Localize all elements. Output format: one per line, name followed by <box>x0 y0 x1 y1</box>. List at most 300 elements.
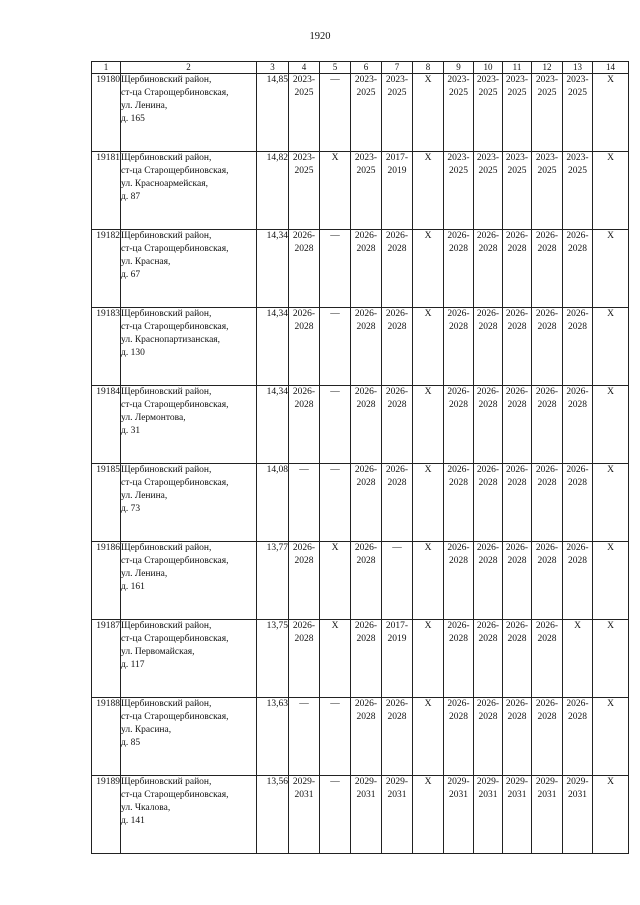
value-cell <box>289 776 320 854</box>
cell-text: 2028 <box>537 322 557 332</box>
column-header: 6 <box>351 62 382 74</box>
column-header: 14 <box>593 62 629 74</box>
cell-text: X <box>424 699 432 709</box>
cell-text: 2026- <box>476 231 500 241</box>
area-cell: 13,56 <box>257 776 289 854</box>
cell-text: 2028 <box>356 322 376 332</box>
value-cell <box>289 464 320 542</box>
cell-text: X <box>574 621 581 631</box>
value-cell <box>320 386 351 464</box>
cell-text: X <box>607 543 614 553</box>
value-cell <box>532 230 563 308</box>
cell-text: 2028 <box>294 322 314 332</box>
cell-text: 2026- <box>385 699 409 709</box>
cell-text: X <box>607 699 614 709</box>
address-line: д. 130 <box>121 348 145 358</box>
value-cell <box>593 464 629 542</box>
value-cell <box>503 698 532 776</box>
value-cell <box>351 230 382 308</box>
cell-text: 2028 <box>507 400 527 410</box>
value-cell <box>351 74 382 152</box>
cell-text: 2026- <box>476 465 500 475</box>
value-cell <box>503 230 532 308</box>
cell-text: 2028 <box>449 400 468 410</box>
value-cell <box>382 698 413 776</box>
cell-text: 2028 <box>356 556 376 566</box>
cell-text: 2026- <box>566 309 589 319</box>
column-header: 4 <box>289 62 320 74</box>
value-cell <box>593 230 629 308</box>
cell-text: 2023- <box>354 75 378 85</box>
cell-text: 2028 <box>294 400 314 410</box>
address-cell <box>121 386 257 464</box>
cell-text: 2026- <box>354 465 378 475</box>
table-row <box>92 464 629 542</box>
cell-text: 2028 <box>537 244 557 254</box>
value-cell <box>593 698 629 776</box>
value-cell <box>503 620 532 698</box>
cell-text: X <box>424 465 432 475</box>
cell-text: 2026- <box>476 621 500 631</box>
cell-text: 2026- <box>505 465 529 475</box>
cell-text: 2026- <box>354 543 378 553</box>
cell-text: 2031 <box>537 790 557 800</box>
value-cell <box>444 542 474 620</box>
column-header: 1 <box>92 62 121 74</box>
cell-text: 2028 <box>449 556 468 566</box>
cell-text: 2026- <box>447 621 470 631</box>
address-line: д. 85 <box>121 738 141 748</box>
row-number: 19180 <box>92 74 121 152</box>
address-cell <box>121 74 257 152</box>
address-cell <box>121 542 257 620</box>
cell-text: 2026- <box>292 543 316 553</box>
cell-text: — <box>330 465 340 475</box>
cell-text: 2026- <box>505 231 529 241</box>
cell-text: 2028 <box>568 244 587 254</box>
cell-text: 2028 <box>537 556 557 566</box>
area-cell: 13,63 <box>257 698 289 776</box>
cell-text: 2026- <box>505 309 529 319</box>
cell-text: 2026- <box>535 465 559 475</box>
value-cell <box>382 542 413 620</box>
value-cell <box>503 542 532 620</box>
cell-text: — <box>330 75 340 85</box>
address-line: Щербиновский район, <box>121 543 212 553</box>
cell-text: 2023- <box>566 153 589 163</box>
cell-text: 2026- <box>566 231 589 241</box>
value-cell <box>351 698 382 776</box>
cell-text: 2025 <box>537 166 557 176</box>
address-line: ул. Краснопартизанская, <box>121 335 221 345</box>
value-cell <box>382 386 413 464</box>
value-cell <box>289 308 320 386</box>
value-cell <box>289 620 320 698</box>
registry-body <box>92 74 629 854</box>
cell-text: 2025 <box>478 166 498 176</box>
value-cell <box>563 308 593 386</box>
cell-text: 2025 <box>568 88 587 98</box>
cell-text: 2026- <box>476 699 500 709</box>
value-cell <box>532 698 563 776</box>
cell-text: X <box>424 543 432 553</box>
cell-text: 2026- <box>447 699 470 709</box>
address-cell <box>121 152 257 230</box>
table-row <box>92 386 629 464</box>
address-cell <box>121 230 257 308</box>
cell-text: 2029- <box>566 777 589 787</box>
value-cell <box>382 230 413 308</box>
address-line: ст-ца Старощербиновская, <box>121 244 229 254</box>
column-header: 2 <box>121 62 257 74</box>
cell-text: 2023- <box>447 75 470 85</box>
value-cell <box>563 74 593 152</box>
cell-text: 2023- <box>505 75 529 85</box>
address-line: ст-ца Старощербиновская, <box>121 88 229 98</box>
value-cell <box>593 308 629 386</box>
cell-text: 2026- <box>385 387 409 397</box>
cell-text: — <box>330 309 340 319</box>
address-line: ст-ца Старощербиновская, <box>121 634 229 644</box>
cell-text: 2026- <box>535 543 559 553</box>
cell-text: 2025 <box>568 166 587 176</box>
cell-text: 2028 <box>478 400 498 410</box>
value-cell <box>413 698 444 776</box>
value-cell <box>320 620 351 698</box>
value-cell <box>532 542 563 620</box>
cell-text: X <box>607 777 614 787</box>
value-cell <box>320 698 351 776</box>
row-number: 19183 <box>92 308 121 386</box>
address-line: ст-ца Старощербиновская, <box>121 166 229 176</box>
address-line: Щербиновский район, <box>121 153 212 163</box>
cell-text: 2029- <box>476 777 500 787</box>
value-cell <box>563 542 593 620</box>
cell-text: 2029- <box>385 777 409 787</box>
cell-text: 2028 <box>478 712 498 722</box>
value-cell <box>474 152 503 230</box>
cell-text: 2028 <box>387 400 407 410</box>
cell-text: 2025 <box>507 88 527 98</box>
address-line: ул. Ленина, <box>121 101 168 111</box>
value-cell <box>563 776 593 854</box>
cell-text: X <box>424 153 432 163</box>
cell-text: X <box>424 231 432 241</box>
cell-text: 2017- <box>385 621 409 631</box>
cell-text: 2026- <box>505 387 529 397</box>
value-cell <box>593 620 629 698</box>
table-row <box>92 698 629 776</box>
cell-text: 2026- <box>292 621 316 631</box>
cell-text: 2019 <box>387 166 407 176</box>
cell-text: 2028 <box>507 556 527 566</box>
cell-text: 2026- <box>505 621 529 631</box>
cell-text: — <box>330 699 340 709</box>
value-cell <box>351 542 382 620</box>
value-cell <box>320 152 351 230</box>
column-header: 12 <box>532 62 563 74</box>
value-cell <box>413 620 444 698</box>
cell-text: 2023- <box>535 153 559 163</box>
cell-text: 2031 <box>387 790 407 800</box>
cell-text: 2028 <box>387 322 407 332</box>
value-cell <box>289 230 320 308</box>
value-cell <box>413 386 444 464</box>
value-cell <box>351 152 382 230</box>
cell-text: — <box>330 231 340 241</box>
cell-text: 2019 <box>387 634 407 644</box>
value-cell <box>382 464 413 542</box>
cell-text: 2026- <box>385 309 409 319</box>
cell-text: 2028 <box>356 712 376 722</box>
value-cell <box>289 542 320 620</box>
row-number: 19189 <box>92 776 121 854</box>
area-cell: 14,82 <box>257 152 289 230</box>
value-cell <box>382 620 413 698</box>
address-line: Щербиновский район, <box>121 231 212 241</box>
cell-text: 2028 <box>294 244 314 254</box>
cell-text: 2028 <box>356 478 376 488</box>
cell-text: 2028 <box>449 478 468 488</box>
row-number: 19184 <box>92 386 121 464</box>
cell-text: 2023- <box>566 75 589 85</box>
cell-text: 2028 <box>294 556 314 566</box>
table-row <box>92 152 629 230</box>
cell-text: 2028 <box>356 634 376 644</box>
cell-text: 2026- <box>535 387 559 397</box>
cell-text: 2017- <box>385 153 409 163</box>
value-cell <box>474 464 503 542</box>
cell-text: 2026- <box>292 309 316 319</box>
value-cell <box>503 74 532 152</box>
cell-text: 2028 <box>537 712 557 722</box>
column-header: 10 <box>474 62 503 74</box>
address-line: ст-ца Старощербиновская, <box>121 400 229 410</box>
area-cell: 14,08 <box>257 464 289 542</box>
value-cell <box>532 74 563 152</box>
value-cell <box>474 542 503 620</box>
value-cell <box>532 464 563 542</box>
cell-text: — <box>330 387 340 397</box>
cell-text: 2029- <box>535 777 559 787</box>
cell-text: 2026- <box>354 309 378 319</box>
value-cell <box>444 308 474 386</box>
cell-text: 2028 <box>449 634 468 644</box>
cell-text: 2028 <box>507 478 527 488</box>
cell-text: 2028 <box>568 478 587 488</box>
cell-text: 2028 <box>387 244 407 254</box>
value-cell <box>289 386 320 464</box>
cell-text: 2031 <box>478 790 498 800</box>
cell-text: 2025 <box>294 166 314 176</box>
value-cell <box>503 308 532 386</box>
cell-text: 2026- <box>476 543 500 553</box>
address-line: д. 67 <box>121 270 141 280</box>
value-cell <box>444 386 474 464</box>
table-row <box>92 776 629 854</box>
address-line: ул. Красина, <box>121 725 172 735</box>
value-cell <box>503 776 532 854</box>
value-cell <box>593 542 629 620</box>
address-cell <box>121 308 257 386</box>
address-line: д. 31 <box>121 426 141 436</box>
address-line: д. 73 <box>121 504 141 514</box>
cell-text: X <box>607 387 614 397</box>
cell-text: 2026- <box>566 387 589 397</box>
cell-text: 2031 <box>568 790 587 800</box>
address-line: д. 165 <box>121 114 145 124</box>
cell-text: 2025 <box>356 166 376 176</box>
table-row <box>92 74 629 152</box>
value-cell <box>320 230 351 308</box>
cell-text: 2026- <box>447 231 470 241</box>
value-cell <box>351 776 382 854</box>
value-cell <box>413 74 444 152</box>
column-header: 7 <box>382 62 413 74</box>
value-cell <box>289 698 320 776</box>
value-cell <box>320 74 351 152</box>
column-header: 13 <box>563 62 593 74</box>
value-cell <box>474 230 503 308</box>
cell-text: — <box>299 699 309 709</box>
value-cell <box>593 386 629 464</box>
cell-text: 2026- <box>476 309 500 319</box>
address-line: ул. Первомайская, <box>121 647 195 657</box>
value-cell <box>351 386 382 464</box>
cell-text: 2026- <box>535 309 559 319</box>
cell-text: 2026- <box>535 699 559 709</box>
cell-text: X <box>331 153 339 163</box>
address-line: Щербиновский район, <box>121 699 212 709</box>
cell-text: 2028 <box>507 244 527 254</box>
value-cell <box>382 74 413 152</box>
cell-text: 2028 <box>356 244 376 254</box>
cell-text: 2025 <box>507 166 527 176</box>
address-line: Щербиновский район, <box>121 309 212 319</box>
address-line: ул. Ленина, <box>121 569 168 579</box>
value-cell <box>444 464 474 542</box>
cell-text: 2026- <box>447 309 470 319</box>
value-cell <box>320 308 351 386</box>
area-cell: 14,34 <box>257 308 289 386</box>
cell-text: 2028 <box>537 400 557 410</box>
value-cell <box>413 308 444 386</box>
value-cell <box>444 620 474 698</box>
cell-text: 2029- <box>505 777 529 787</box>
table-row <box>92 542 629 620</box>
value-cell <box>563 464 593 542</box>
cell-text: — <box>330 777 340 787</box>
cell-text: 2031 <box>449 790 468 800</box>
address-line: ул. Красноармейская, <box>121 179 208 189</box>
value-cell <box>444 152 474 230</box>
cell-text: 2028 <box>449 712 468 722</box>
address-line: ст-ца Старощербиновская, <box>121 790 229 800</box>
cell-text: 2023- <box>354 153 378 163</box>
address-line: Щербиновский район, <box>121 777 212 787</box>
value-cell <box>413 152 444 230</box>
address-line: ст-ца Старощербиновская, <box>121 556 229 566</box>
cell-text: 2026- <box>354 387 378 397</box>
cell-text: 2026- <box>566 465 589 475</box>
address-line: ул. Лермонтова, <box>121 413 186 423</box>
address-line: д. 87 <box>121 192 141 202</box>
address-cell <box>121 776 257 854</box>
cell-text: X <box>424 621 432 631</box>
address-cell <box>121 464 257 542</box>
cell-text: 2026- <box>292 231 316 241</box>
value-cell <box>474 74 503 152</box>
cell-text: 2026- <box>566 543 589 553</box>
value-cell <box>351 464 382 542</box>
cell-text: 2031 <box>507 790 527 800</box>
row-number: 19181 <box>92 152 121 230</box>
cell-text: 2028 <box>478 556 498 566</box>
value-cell <box>413 230 444 308</box>
area-cell: 14,34 <box>257 230 289 308</box>
address-line: Щербиновский район, <box>121 621 212 631</box>
row-number: 19186 <box>92 542 121 620</box>
value-cell <box>532 776 563 854</box>
value-cell <box>532 308 563 386</box>
value-cell <box>289 152 320 230</box>
value-cell <box>289 74 320 152</box>
cell-text: 2023- <box>447 153 470 163</box>
cell-text: 2026- <box>385 231 409 241</box>
column-header: 8 <box>413 62 444 74</box>
value-cell <box>413 542 444 620</box>
value-cell <box>563 698 593 776</box>
value-cell <box>474 698 503 776</box>
value-cell <box>351 308 382 386</box>
cell-text: 2028 <box>478 244 498 254</box>
registry-table <box>91 61 629 854</box>
cell-text: 2026- <box>535 621 559 631</box>
cell-text: X <box>424 777 432 787</box>
cell-text: X <box>607 153 614 163</box>
cell-text: X <box>331 621 339 631</box>
cell-text: 2026- <box>476 387 500 397</box>
cell-text: 2026- <box>447 543 470 553</box>
value-cell <box>413 464 444 542</box>
cell-text: 2026- <box>292 387 316 397</box>
cell-text: 2028 <box>449 244 468 254</box>
value-cell <box>474 386 503 464</box>
column-header: 9 <box>444 62 474 74</box>
address-line: ст-ца Старощербиновская, <box>121 322 229 332</box>
value-cell <box>382 152 413 230</box>
row-number: 19188 <box>92 698 121 776</box>
row-number: 19187 <box>92 620 121 698</box>
cell-text: 2028 <box>568 400 587 410</box>
value-cell <box>503 386 532 464</box>
cell-text: 2026- <box>535 231 559 241</box>
cell-text: 2028 <box>537 478 557 488</box>
cell-text: X <box>424 387 432 397</box>
cell-text: 2023- <box>385 75 409 85</box>
cell-text: 2026- <box>447 465 470 475</box>
address-line: ул. Ленина, <box>121 491 168 501</box>
cell-text: 2028 <box>478 322 498 332</box>
cell-text: 2025 <box>356 88 376 98</box>
cell-text: 2029- <box>292 777 316 787</box>
address-line: д. 141 <box>121 816 145 826</box>
address-cell <box>121 620 257 698</box>
cell-text: 2023- <box>505 153 529 163</box>
cell-text: 2023- <box>535 75 559 85</box>
address-line: ст-ца Старощербиновская, <box>121 712 229 722</box>
address-line: ул. Красная, <box>121 257 171 267</box>
